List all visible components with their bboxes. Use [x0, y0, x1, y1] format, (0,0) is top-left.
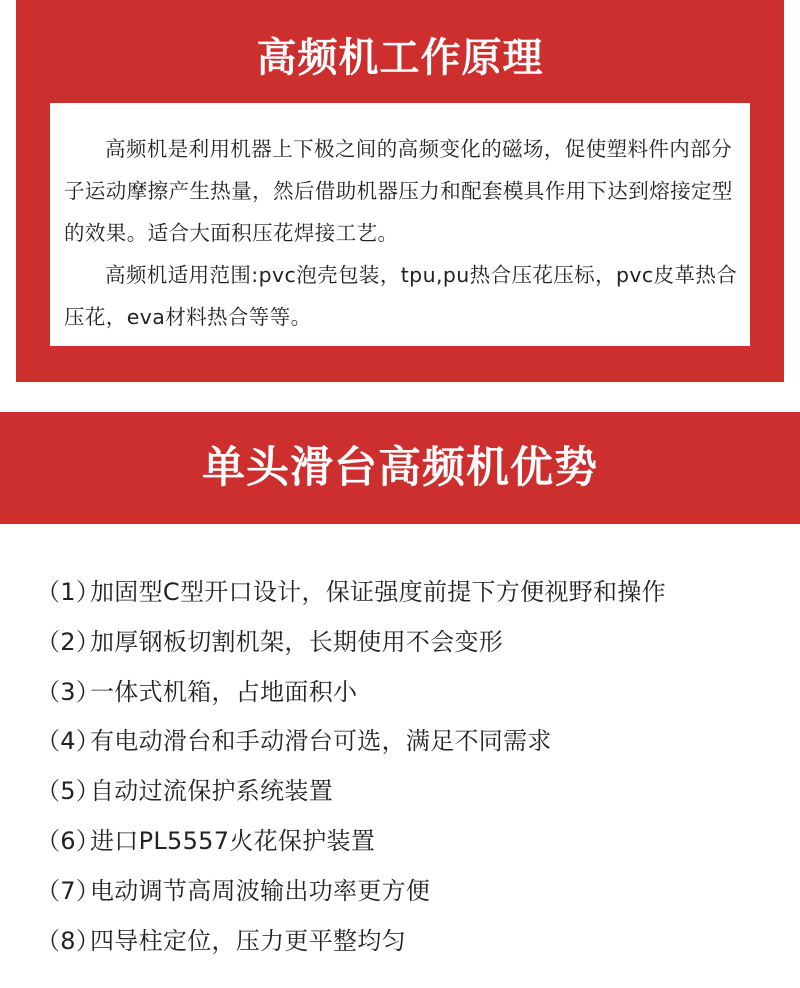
advantage-item-number: （3）: [36, 677, 101, 706]
advantage-item-1: [36, 571, 786, 621]
advantage-item-number: （1）: [36, 578, 101, 606]
principle-paragraph-2: 高频机适用范围:pvc泡壳包装，tpu,pu热合压花压标，pvc皮革热合压花，eva材料热合等等。: [64, 263, 738, 329]
principle-text-box: [50, 103, 750, 346]
advantage-item-text: 自动过流保护系统装置: [90, 777, 333, 806]
advantage-item-number: （4）: [36, 727, 101, 756]
advantages-header-band: [0, 412, 800, 524]
advantages-list: [36, 571, 786, 969]
advantage-item-number: （5）: [36, 777, 101, 806]
principle-paragraph-1: 高频机是利用机器上下极之间的高频变化的磁场，促使塑料件内部分子运动摩擦产生热量，然后借助机器压力和配套模具作用下达到熔接定型的效果。适合大面积压花焊接工艺。: [64, 137, 733, 245]
advantage-item-text: 加固型C型开口设计，保证强度前提下方便视野和操作: [90, 578, 666, 606]
advantage-item-number: （7）: [36, 876, 101, 905]
advantage-item-3: [36, 671, 786, 721]
advantage-item-7: [36, 870, 786, 920]
advantage-item-number: （6）: [36, 826, 101, 855]
advantage-item-text: 四导柱定位，压力更平整均匀: [90, 926, 406, 955]
principle-section: [16, 0, 784, 382]
advantage-item-4: [36, 720, 786, 770]
advantage-item-text: 一体式机箱，占地面积小: [90, 677, 358, 706]
advantage-item-number: （2）: [36, 627, 101, 656]
advantage-item-2: [36, 621, 786, 671]
advantage-item-text: 加厚钢板切割机架，长期使用不会变形: [90, 627, 504, 656]
advantage-item-text: 进口PL5557火花保护装置: [90, 826, 376, 855]
advantage-item-6: [36, 820, 786, 870]
principle-title: 高频机工作原理: [256, 35, 544, 81]
advantage-item-text: 电动调节高周波输出功率更方便: [90, 876, 431, 905]
advantage-item-8: [36, 920, 786, 970]
advantage-item-number: （8）: [36, 926, 101, 955]
advantage-item-text: 有电动滑台和手动滑台可选，满足不同需求: [90, 727, 552, 756]
advantages-title: 单头滑台高频机优势: [202, 443, 598, 493]
advantage-item-5: [36, 770, 786, 820]
